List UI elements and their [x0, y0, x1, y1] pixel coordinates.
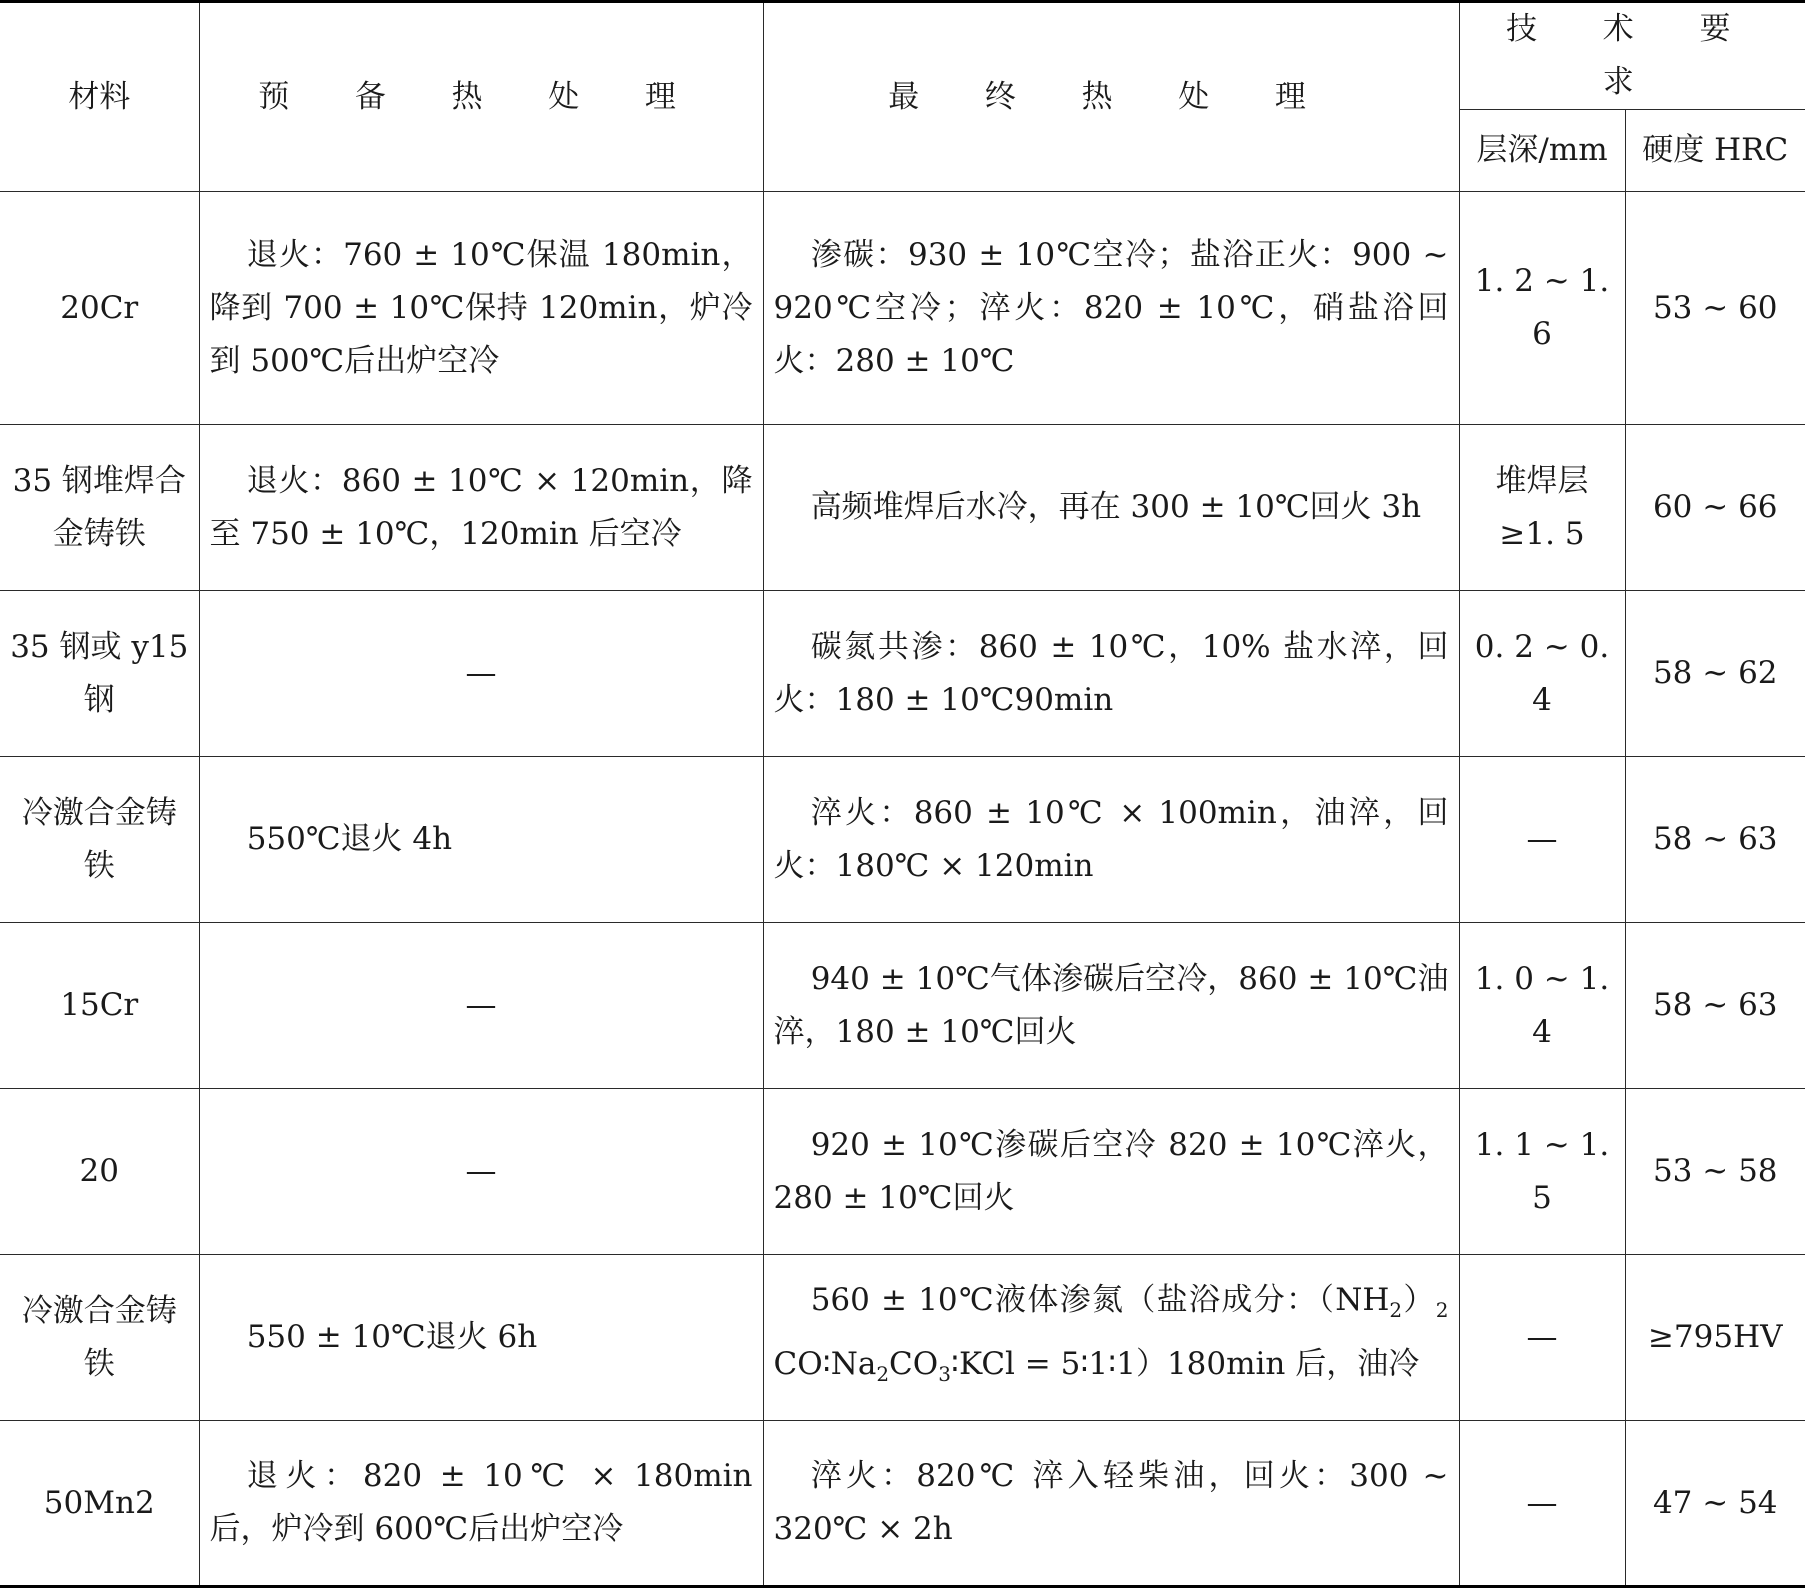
cell-hardness: 58 ~ 62	[1625, 591, 1805, 757]
cell-final-treatment: 940 ± 10℃气体渗碳后空冷，860 ± 10℃油淬，180 ± 10℃回火	[763, 923, 1459, 1089]
header-tech-requirements: 技 术 要 求	[1459, 2, 1805, 110]
header-final-treatment: 最 终 热 处 理	[763, 2, 1459, 192]
cell-material: 35 钢或 y15 钢	[0, 591, 199, 757]
final-text-part: ∶KCl = 5∶1∶1）180min 后，油冷	[950, 1345, 1420, 1382]
cell-pre-treatment: 退火：760 ± 10℃保温 180min，降到 700 ± 10℃保持 120min，炉冷到 500℃后出炉空冷	[199, 192, 763, 425]
cell-final-treatment: 高频堆焊后水冷，再在 300 ± 10℃回火 3h	[763, 425, 1459, 591]
cell-layer-depth: 1. 1 ~ 1. 5	[1459, 1089, 1625, 1255]
table-row	[0, 1255, 1805, 1421]
cell-pre-treatment: —	[199, 591, 763, 757]
cell-final-treatment: 渗碳：930 ± 10℃空冷；盐浴正火：900 ~ 920℃空冷；淬火：820 ± 10℃，硝盐浴回火：280 ± 10℃	[763, 192, 1459, 425]
cell-material: 50Mn2	[0, 1421, 199, 1587]
cell-material: 15Cr	[0, 923, 199, 1089]
subscript: 3	[938, 1361, 951, 1386]
table-row	[0, 923, 1805, 1089]
cell-hardness: ≥795HV	[1625, 1255, 1805, 1421]
table-row	[0, 425, 1805, 591]
cell-layer-depth: —	[1459, 1255, 1625, 1421]
cell-material: 20Cr	[0, 192, 199, 425]
table-row	[0, 192, 1805, 425]
cell-material: 35 钢堆焊合金铸铁	[0, 425, 199, 591]
final-text-part: 560 ± 10℃液体渗氮（盐浴成分：（NH	[810, 1282, 1390, 1319]
cell-layer-depth: 1. 0 ~ 1. 4	[1459, 923, 1625, 1089]
final-text-part: ）	[1402, 1282, 1436, 1319]
cell-final-treatment: 淬火：860 ± 10℃ × 100min，油淬，回火：180℃ × 120min	[763, 757, 1459, 923]
cell-layer-depth: 1. 2 ~ 1. 6	[1459, 192, 1625, 425]
cell-pre-treatment: —	[199, 923, 763, 1089]
subscript: 2	[1435, 1298, 1449, 1323]
subscript: 2	[1389, 1298, 1403, 1323]
cell-material: 20	[0, 1089, 199, 1255]
final-text-part: CO∶Na	[773, 1345, 877, 1382]
cell-final-treatment: 淬火：820℃ 淬入轻柴油，回火：300 ~ 320℃ × 2h	[763, 1421, 1459, 1587]
cell-hardness: 58 ~ 63	[1625, 757, 1805, 923]
cell-hardness: 58 ~ 63	[1625, 923, 1805, 1089]
cell-pre-treatment: 退火：860 ± 10℃ × 120min，降至 750 ± 10℃，120min 后空冷	[199, 425, 763, 591]
cell-final-treatment: 碳氮共渗：860 ± 10℃，10% 盐水淬，回火：180 ± 10℃90min	[763, 591, 1459, 757]
cell-hardness: 53 ~ 58	[1625, 1089, 1805, 1255]
cell-final-treatment	[763, 1255, 1459, 1421]
cell-pre-treatment: —	[199, 1089, 763, 1255]
final-text-part: CO	[889, 1345, 939, 1382]
table-row	[0, 1089, 1805, 1255]
header-layer-depth: 层深/mm	[1459, 110, 1625, 192]
table-row	[0, 757, 1805, 923]
cell-hardness: 47 ~ 54	[1625, 1421, 1805, 1587]
header-hardness: 硬度 HRC	[1625, 110, 1805, 192]
cell-material: 冷激合金铸铁	[0, 1255, 199, 1421]
cell-layer-depth: 堆焊层 ≥1. 5	[1459, 425, 1625, 591]
cell-hardness: 60 ~ 66	[1625, 425, 1805, 591]
cell-layer-depth: 0. 2 ~ 0. 4	[1459, 591, 1625, 757]
subscript: 2	[876, 1361, 890, 1386]
cell-layer-depth: —	[1459, 1421, 1625, 1587]
cell-pre-treatment: 退火：820 ± 10℃ × 180min 后，炉冷到 600℃后出炉空冷	[199, 1421, 763, 1587]
cell-final-treatment: 920 ± 10℃渗碳后空冷 820 ± 10℃淬火，280 ± 10℃回火	[763, 1089, 1459, 1255]
cell-pre-treatment: 550℃退火 4h	[199, 757, 763, 923]
cell-layer-depth: —	[1459, 757, 1625, 923]
table-row	[0, 1421, 1805, 1587]
cell-hardness: 53 ~ 60	[1625, 192, 1805, 425]
cell-pre-treatment: 550 ± 10℃退火 6h	[199, 1255, 763, 1421]
cell-material: 冷激合金铸铁	[0, 757, 199, 923]
header-material: 材料	[0, 2, 199, 192]
table-row	[0, 591, 1805, 757]
header-pre-treatment: 预 备 热 处 理	[199, 2, 763, 192]
